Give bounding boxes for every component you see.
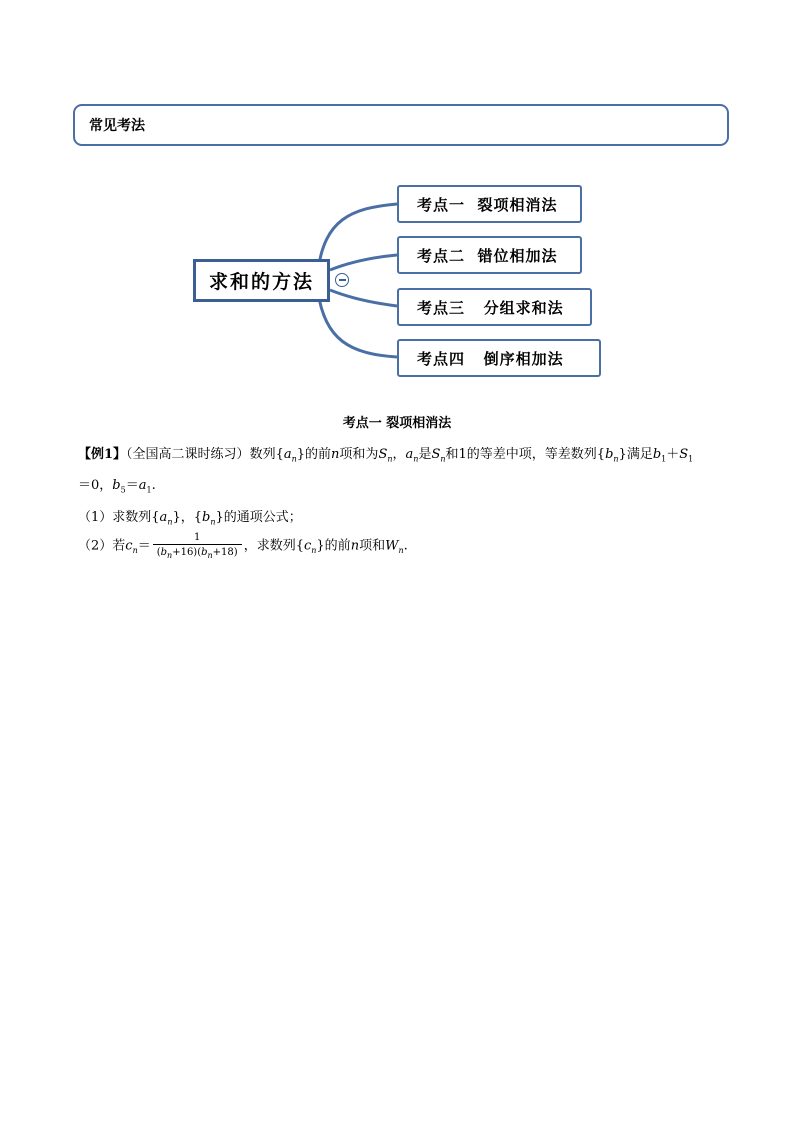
sub-n: n [413, 454, 419, 464]
var-b: b [112, 478, 121, 493]
example-line-1 [78, 443, 693, 464]
sub-n: n [398, 546, 404, 556]
fraction [153, 532, 242, 560]
mindmap-branch-label: 考点三 分组求和法 [417, 298, 564, 317]
text: 和1的等差中项，等差数列{ [445, 447, 606, 462]
sub-n: n [132, 546, 138, 556]
text: ( [156, 547, 161, 558]
text: }的前 [296, 447, 332, 462]
text: . [403, 538, 408, 554]
mindmap-branch-4 [397, 339, 601, 377]
text: }满足 [618, 447, 653, 462]
mindmap-branch-1 [397, 185, 582, 223]
sub-n: n [311, 546, 317, 556]
sub-n: n [167, 517, 173, 527]
text: }的前 [316, 538, 351, 554]
sub-n: n [440, 454, 446, 464]
var-a: a [138, 478, 147, 493]
fraction-denominator [153, 544, 242, 560]
text: ，求数列{ [243, 538, 304, 554]
var-S: S [679, 447, 689, 462]
section-header-title: 常见考法 [89, 118, 145, 134]
var-b: b [201, 547, 208, 558]
mindmap-branch-label: 考点二 错位相加法 [417, 246, 558, 265]
var-c: c [303, 538, 312, 554]
text: 是 [418, 447, 432, 462]
var-a: a [283, 447, 292, 462]
text: 项和 [359, 538, 386, 554]
var-b: b [605, 447, 614, 462]
text: ＝ [125, 478, 139, 493]
var-b: b [160, 547, 168, 558]
sub-n: n [613, 454, 619, 464]
text: 项和为 [339, 447, 379, 462]
sub-1: 1 [688, 454, 694, 464]
text: （1）求数列{ [78, 510, 160, 525]
mindmap-root [193, 259, 330, 302]
text: ， [392, 447, 406, 462]
fraction-numerator: 1 [194, 532, 201, 543]
connector-branch-3 [330, 290, 397, 306]
text: +16)( [172, 547, 202, 558]
var-S: S [378, 447, 388, 462]
example-line-2 [78, 474, 156, 495]
var-c: c [125, 538, 133, 554]
text: }，{ [172, 510, 203, 525]
text: }的通项公式； [215, 510, 302, 525]
sub-n: n [210, 517, 216, 527]
var-n: n [350, 538, 360, 554]
question-2 [78, 532, 408, 560]
text: ＝0， [78, 478, 113, 493]
connector-branch-2 [330, 255, 397, 270]
text: ＋ [666, 447, 680, 462]
sub-n: n [207, 551, 213, 560]
text: . [151, 478, 156, 493]
text: +18) [212, 547, 238, 558]
collapse-minus-icon[interactable] [335, 273, 349, 287]
text: （2）若 [78, 538, 126, 554]
mindmap-branch-3 [397, 288, 592, 326]
mindmap-root-label: 求和的方法 [208, 271, 314, 293]
var-n: n [331, 447, 340, 462]
mindmap-branch-2 [397, 236, 582, 274]
mindmap-branch-label: 考点一 裂项相消法 [417, 195, 558, 214]
section-title: 考点一 裂项相消法 [342, 416, 452, 431]
example-tag: 【例1】 [78, 447, 127, 462]
sub-n: n [387, 454, 393, 464]
var-a: a [405, 447, 414, 462]
var-b: b [652, 447, 662, 462]
sub-1: 1 [661, 454, 667, 464]
sub-n: n [167, 551, 173, 560]
question-1 [78, 506, 302, 527]
text: 数列{ [249, 447, 284, 462]
var-S: S [431, 447, 441, 462]
example-source: （全国高二课时练习） [126, 447, 250, 462]
var-W: W [385, 538, 399, 554]
var-b: b [202, 510, 211, 525]
sub-1: 1 [146, 485, 152, 495]
sub-n: n [291, 454, 297, 464]
mindmap-branch-label: 考点四 倒序相加法 [417, 349, 564, 368]
var-a: a [159, 510, 168, 525]
sub-5: 5 [120, 485, 126, 495]
text: ＝ [137, 538, 151, 554]
